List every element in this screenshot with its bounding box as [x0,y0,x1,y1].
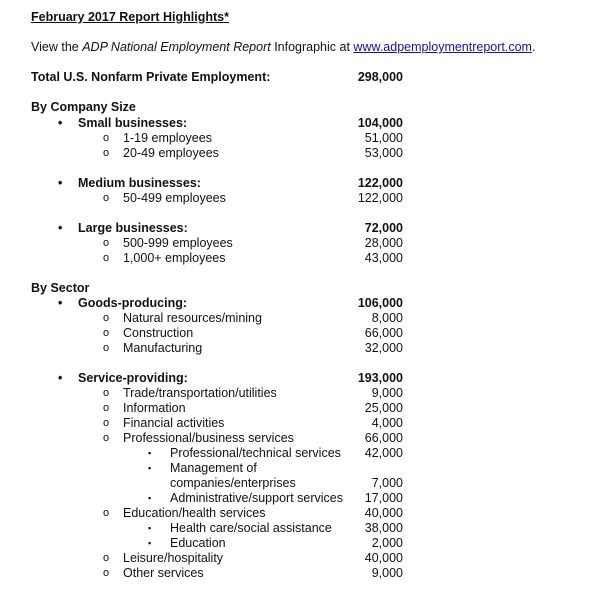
list-item [0,341,600,356]
circle-bullet-icon: o [103,417,110,429]
medium-businesses-value: 122,000 [357,176,403,190]
large-businesses-value: 72,000 [364,221,403,235]
item-value: 38,000 [364,521,403,535]
circle-bullet-icon: o [103,252,110,264]
circle-bullet-icon: o [103,552,110,564]
item-value: 2,000 [371,536,403,550]
item-value: 4,000 [371,416,403,430]
service-providing-value: 193,000 [357,371,403,385]
intro-text [31,40,535,55]
item-value: 42,000 [364,446,403,460]
list-item [0,311,600,326]
list-item [0,521,600,536]
small-businesses-row [0,116,600,131]
list-item [0,236,600,251]
square-bullet-icon: ▪ [148,448,152,458]
intro-line [0,40,600,55]
item-label: Manufacturing [123,341,203,355]
intro-prefix: View the [31,40,83,54]
list-item [0,461,600,476]
bullet-icon: • [58,296,63,310]
total-label: Total U.S. Nonfarm Private Employment: [31,70,271,84]
list-item [0,446,600,461]
item-label: Financial activities [123,416,225,430]
service-providing-label: Service-providing: [78,371,188,385]
item-label: Education [170,536,226,550]
sector-heading: By Sector [31,281,90,295]
list-item [0,401,600,416]
list-item [0,251,600,266]
list-item [0,326,600,341]
circle-bullet-icon: o [103,432,110,444]
item-label: Administrative/support services [170,491,343,505]
item-label: companies/enterprises [170,476,296,490]
item-value: 43,000 [364,251,403,265]
item-value: 40,000 [364,551,403,565]
square-bullet-icon: ▪ [148,493,152,503]
list-item [0,146,600,161]
item-value: 32,000 [364,341,403,355]
item-label: Professional/technical services [170,446,341,460]
item-value: 28,000 [364,236,403,250]
item-label: Health care/social assistance [170,521,332,535]
circle-bullet-icon: o [103,402,110,414]
intro-italic: ADP National Employment Report [82,40,271,54]
item-label: 20-49 employees [123,146,219,160]
item-label: Trade/transportation/utilities [123,386,277,400]
list-item [0,386,600,401]
report-title: February 2017 Report Highlights* [31,10,229,24]
list-item [0,131,600,146]
item-value: 66,000 [364,326,403,340]
item-value: 53,000 [364,146,403,160]
goods-producing-label: Goods-producing: [78,296,188,310]
adp-report-link[interactable]: www.adpemploymentreport.com [353,40,532,54]
title-line [0,10,600,25]
bullet-icon: • [58,116,63,130]
circle-bullet-icon: o [103,387,110,399]
item-label: Management of [170,461,257,475]
square-bullet-icon: ▪ [148,463,152,473]
circle-bullet-icon: o [103,147,110,159]
circle-bullet-icon: o [103,327,110,339]
list-item [0,566,600,581]
service-providing-row [0,371,600,386]
item-value: 7,000 [371,476,403,490]
goods-producing-value: 106,000 [357,296,403,310]
item-value: 17,000 [364,491,403,505]
item-label: Professional/business services [123,431,294,445]
item-label: 50-499 employees [123,191,226,205]
item-value: 51,000 [364,131,403,145]
company-size-heading-row [0,100,600,115]
square-bullet-icon: ▪ [148,538,152,548]
square-bullet-icon: ▪ [148,523,152,533]
list-item [0,506,600,521]
bullet-icon: • [58,176,63,190]
total-value: 298,000 [357,70,403,84]
bullet-icon: • [58,371,63,385]
item-value: 8,000 [371,311,403,325]
item-label: Other services [123,566,204,580]
list-item [0,191,600,206]
item-value: 9,000 [371,386,403,400]
item-label: Construction [123,326,194,340]
item-value: 122,000 [357,191,403,205]
circle-bullet-icon: o [103,237,110,249]
item-label: Education/health services [123,506,266,520]
item-value: 9,000 [371,566,403,580]
list-item [0,431,600,446]
circle-bullet-icon: o [103,507,110,519]
item-label: 500-999 employees [123,236,233,250]
item-label: 1,000+ employees [123,251,226,265]
circle-bullet-icon: o [103,192,110,204]
bullet-icon: • [58,221,63,235]
total-row [0,70,600,85]
list-item [0,491,600,506]
small-businesses-label: Small businesses: [78,116,188,130]
medium-businesses-row [0,176,600,191]
sector-heading-row [0,281,600,296]
item-value: 40,000 [364,506,403,520]
list-item [0,536,600,551]
item-label: Leisure/hospitality [123,551,224,565]
item-label: Natural resources/mining [123,311,262,325]
medium-businesses-label: Medium businesses: [78,176,201,190]
circle-bullet-icon: o [103,342,110,354]
item-value: 66,000 [364,431,403,445]
circle-bullet-icon: o [103,567,110,579]
item-value: 25,000 [364,401,403,415]
list-item [0,476,600,491]
circle-bullet-icon: o [103,312,110,324]
intro-end: . [531,40,536,54]
small-businesses-value: 104,000 [357,116,403,130]
circle-bullet-icon: o [103,132,110,144]
list-item [0,551,600,566]
item-label: 1-19 employees [123,131,212,145]
company-size-heading: By Company Size [31,100,136,114]
large-businesses-row [0,221,600,236]
item-label: Information [123,401,186,415]
large-businesses-label: Large businesses: [78,221,188,235]
intro-mid: Infographic at [270,40,354,54]
goods-producing-row [0,296,600,311]
list-item [0,416,600,431]
